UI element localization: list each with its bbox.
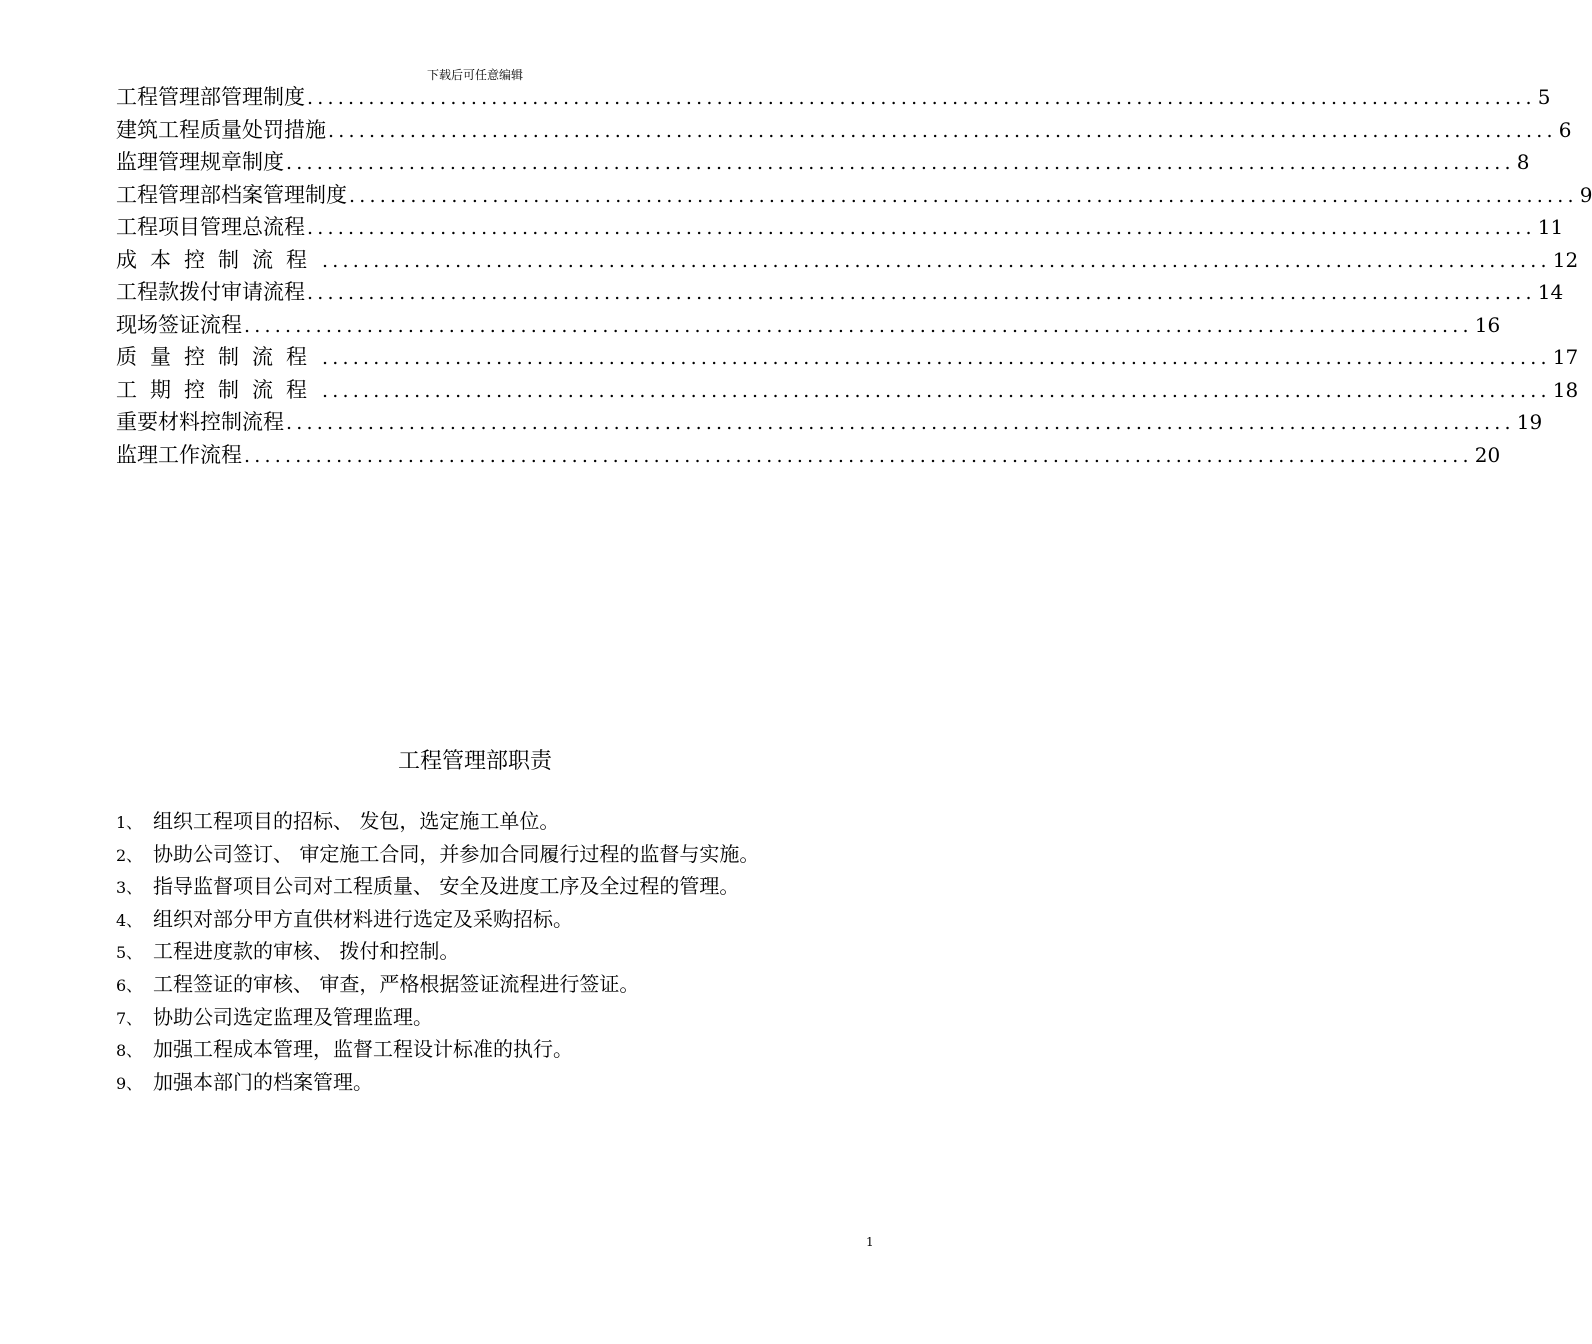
- toc-entry[interactable]: [116, 115, 1572, 148]
- toc-leader-dots: ........................................................................................................................: [244, 314, 1473, 337]
- toc-entry[interactable]: [116, 375, 1579, 408]
- toc-entry-page: 18: [1552, 377, 1579, 402]
- list-item: [116, 969, 876, 1002]
- page-number: 1: [866, 1235, 874, 1249]
- toc-entry[interactable]: [116, 277, 1564, 310]
- header-note: 下载后可任意编辑: [426, 68, 523, 82]
- list-item-number: 9、: [116, 1073, 143, 1093]
- toc-entry-page: 19: [1516, 410, 1543, 434]
- list-item-number: 6、: [116, 975, 143, 995]
- toc-leader-dots: ........................................................................................................................: [322, 379, 1551, 402]
- toc-entry[interactable]: [116, 342, 1579, 375]
- toc-entry[interactable]: [116, 407, 1543, 440]
- toc-entry[interactable]: [116, 180, 1592, 213]
- toc-entry-page: 20: [1474, 442, 1501, 467]
- list-item-text: 协助公司选定监理及管理监理。: [153, 1004, 433, 1029]
- toc-entry-page: 9: [1579, 182, 1592, 207]
- toc-entry-page: 12: [1552, 247, 1579, 272]
- toc-entry-title: 建筑工程质量处罚措施: [116, 117, 326, 142]
- toc-entry-title: 监理工作流程: [116, 442, 242, 467]
- toc-entry-title: 工期控制流程: [116, 377, 320, 402]
- toc-entry[interactable]: [116, 310, 1501, 343]
- list-item: [116, 1034, 876, 1067]
- list-item-text: 加强本部门的档案管理。: [153, 1069, 373, 1094]
- section-title: 工程管理部职责: [397, 749, 552, 774]
- list-item-number: 3、: [116, 878, 143, 898]
- toc-entry-title: 监理管理规章制度: [116, 150, 284, 174]
- list-item-number: 2、: [116, 845, 143, 865]
- toc-entry-page: 14: [1537, 280, 1564, 304]
- toc-entry[interactable]: [116, 147, 1530, 180]
- toc-entry-title: 现场签证流程: [116, 312, 242, 337]
- toc-entry-page: 17: [1552, 345, 1579, 369]
- toc-leader-dots: ........................................................................................................................: [286, 152, 1515, 174]
- list-item-text: 指导监督项目公司对工程质量、 安全及进度工序及全过程的管理。: [153, 874, 740, 899]
- toc-entry-page: 8: [1516, 150, 1530, 174]
- toc-entry-page: 16: [1474, 312, 1501, 337]
- toc-leader-dots: ........................................................................................................................: [244, 444, 1473, 467]
- list-item-text: 组织对部分甲方直供材料进行选定及采购招标。: [153, 906, 573, 931]
- list-item-number: 4、: [116, 910, 143, 930]
- toc-entry-title: 工程款拨付审请流程: [116, 280, 305, 304]
- toc-entry-title: 工程管理部管理制度: [116, 85, 305, 109]
- list-item: [116, 806, 876, 839]
- toc-leader-dots: ........................................................................................................................: [349, 184, 1578, 207]
- toc-entry[interactable]: [116, 245, 1579, 278]
- toc-entry-title: 质量控制流程: [116, 345, 320, 369]
- toc-entry[interactable]: [116, 212, 1564, 245]
- toc-entry[interactable]: [116, 82, 1551, 115]
- toc-leader-dots: ........................................................................................................................: [307, 217, 1536, 239]
- list-item-text: 组织工程项目的招标、 发包，选定施工单位。: [153, 809, 560, 833]
- list-item: [116, 839, 876, 872]
- toc-leader-dots: ........................................................................................................................: [322, 347, 1551, 369]
- toc-leader-dots: ........................................................................................................................: [307, 282, 1536, 304]
- toc-entry[interactable]: [116, 440, 1501, 473]
- toc-leader-dots: ........................................................................................................................: [286, 412, 1515, 434]
- toc-entry-page: 5: [1537, 85, 1551, 109]
- list-item: [116, 871, 876, 904]
- list-item-text: 加强工程成本管理，监督工程设计标准的执行。: [153, 1037, 573, 1062]
- toc-leader-dots: ........................................................................................................................: [307, 87, 1536, 109]
- toc-entry-page: 6: [1558, 117, 1572, 142]
- list-item-number: 7、: [116, 1008, 143, 1028]
- toc-entry-title: 工程管理部档案管理制度: [116, 182, 347, 207]
- list-item: [116, 1067, 876, 1100]
- toc-leader-dots: ........................................................................................................................: [322, 249, 1551, 272]
- toc-entry-title: 成本控制流程: [116, 247, 320, 272]
- toc-entry-title: 工程项目管理总流程: [116, 215, 305, 239]
- list-item-number: 5、: [116, 943, 143, 963]
- duties-list: [116, 806, 876, 1099]
- list-item-text: 工程进度款的审核、 拨付和控制。: [153, 939, 460, 964]
- list-item-number: 8、: [116, 1041, 143, 1061]
- list-item-text: 协助公司签订、 审定施工合同，并参加合同履行过程的监督与实施。: [153, 841, 760, 866]
- toc-entry-title: 重要材料控制流程: [116, 410, 284, 434]
- toc-entry-page: 11: [1537, 215, 1564, 239]
- list-item: [116, 904, 876, 937]
- list-item-number: 1、: [116, 813, 143, 832]
- list-item: [116, 1002, 876, 1035]
- list-item-text: 工程签证的审核、 审查，严格根据签证流程进行签证。: [153, 971, 640, 996]
- toc-leader-dots: ........................................................................................................................: [328, 119, 1557, 142]
- table-of-contents: [116, 82, 1592, 472]
- list-item: [116, 936, 876, 969]
